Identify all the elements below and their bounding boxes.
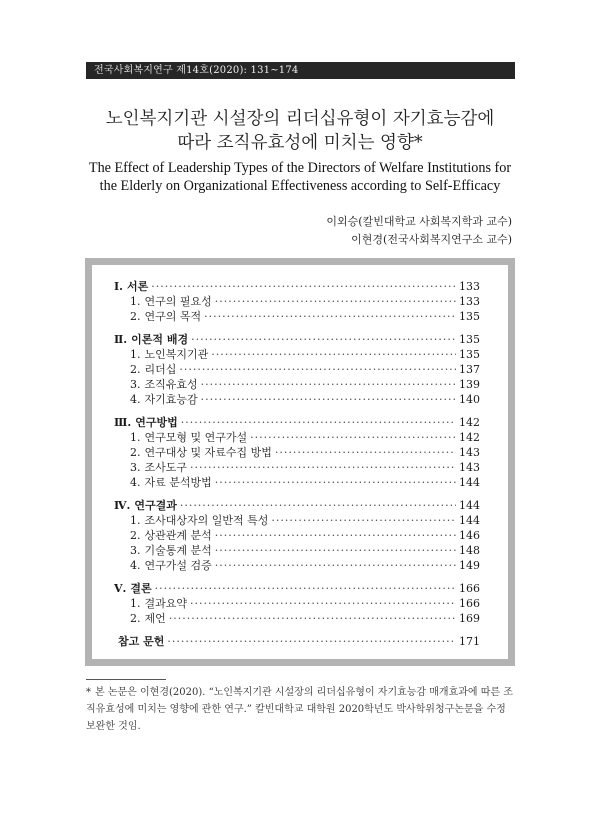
footnote-divider: [86, 679, 166, 680]
korean-title-line-1: 노인복지기관 시설장의 리더십유형이 자기효능감에: [105, 109, 495, 129]
toc-subsection-row: [114, 430, 480, 445]
toc-page-number: 166: [459, 582, 480, 595]
toc-page-number: 143: [459, 461, 480, 474]
korean-title: [60, 107, 540, 155]
toc-number: 4.: [130, 476, 141, 489]
toc-number: 2.: [130, 310, 141, 323]
toc-label: 연구대상 및 자료수집 방법: [144, 446, 272, 459]
toc-leader-dots: [215, 528, 456, 543]
toc-leader-dots: [215, 558, 456, 573]
toc-section: [114, 415, 480, 490]
toc-label: 참고 문헌: [118, 635, 165, 648]
toc-label: 자기효능감: [144, 393, 198, 406]
toc-chapter-row: [114, 415, 480, 430]
toc-number: 4.: [130, 393, 141, 406]
toc-leader-dots: [169, 611, 456, 626]
toc-page-number: 143: [459, 446, 480, 459]
toc-leader-dots: [201, 377, 456, 392]
toc-label: 서론: [126, 280, 149, 293]
toc-subsection-row: [114, 445, 480, 460]
toc-page-number: 149: [459, 559, 480, 572]
toc-leader-dots: [275, 445, 456, 460]
toc-page-number: 171: [459, 635, 480, 648]
toc-label: 조직유효성: [144, 378, 198, 391]
toc-label: 연구결과: [134, 499, 177, 512]
toc-leader-dots: [191, 332, 456, 347]
toc-leader-dots: [211, 347, 456, 362]
toc-chapter-row: [114, 279, 480, 294]
toc-number: Ⅰ.: [114, 280, 123, 293]
toc-subsection-row: [114, 611, 480, 626]
toc-leader-dots: [155, 581, 456, 596]
toc-leader-dots: [179, 362, 456, 377]
toc-number: 2.: [130, 612, 141, 625]
table-of-contents-frame: [85, 258, 515, 666]
toc-label: 결과요약: [144, 597, 188, 610]
toc-page-number: 142: [459, 416, 480, 429]
toc-subsection-row: [114, 460, 480, 475]
toc-leader-dots: [180, 498, 456, 513]
footnote-text: 본 논문은 이현경(2020). “노인복지기관 시설장의 리더십유형이 자기효능감 매개효과에 따른 조직유효성에 미치는 영향에 관한 연구.” 칼빈대학교 대학원 2020학년도 박사학위청구논문을 수정 보완한 것임.: [86, 687, 513, 732]
toc-chapter-row: [114, 498, 480, 513]
toc-page-number: 133: [459, 295, 480, 308]
toc-label: 노인복지기관: [144, 348, 209, 361]
toc-page-number: 166: [459, 597, 480, 610]
toc-section: [114, 332, 480, 407]
toc-number: 4.: [130, 559, 141, 572]
toc-subsection-row: [114, 528, 480, 543]
toc-subsection-row: [114, 543, 480, 558]
toc-number: 3.: [130, 544, 141, 557]
toc-number: 2.: [130, 529, 141, 542]
korean-title-line-2: 따라 조직유효성에 미치는 영향*: [177, 133, 423, 153]
toc-chapter-row: [114, 581, 480, 596]
toc-subsection-row: [114, 309, 480, 324]
toc-section: [114, 634, 480, 649]
toc-leader-dots: [190, 596, 456, 611]
toc-label: 기술통계 분석: [144, 544, 212, 557]
author-2: 이현경(전국사회복지연구소 교수): [351, 233, 512, 246]
toc-number: 2.: [130, 363, 141, 376]
toc-leader-dots: [215, 294, 456, 309]
toc-label: 자료 분석방법: [144, 476, 212, 489]
toc-page-number: 144: [459, 476, 480, 489]
toc-page-number: 137: [459, 363, 480, 376]
author-1: 이외승(칼빈대학교 사회복지학과 교수): [326, 215, 512, 228]
toc-number: Ⅲ.: [114, 416, 132, 429]
toc-number: 1.: [130, 348, 141, 361]
footnote-mark: *: [86, 687, 91, 698]
toc-label: 조사대상자의 일반적 특성: [144, 514, 269, 527]
toc-number: Ⅱ.: [114, 333, 128, 346]
toc-leader-dots: [190, 460, 456, 475]
toc-label: 연구의 필요성: [144, 295, 212, 308]
toc-leader-dots: [201, 392, 456, 407]
toc-subsection-row: [114, 475, 480, 490]
toc-number: 3.: [130, 378, 141, 391]
toc-label: 상관관계 분석: [144, 529, 212, 542]
toc-leader-dots: [204, 309, 456, 324]
toc-section: [114, 498, 480, 573]
toc-number: Ⅴ.: [114, 582, 127, 595]
toc-subsection-row: [114, 294, 480, 309]
toc-number: 3.: [130, 461, 141, 474]
toc-page-number: 140: [459, 393, 480, 406]
toc-subsection-row: [114, 392, 480, 407]
toc-leader-dots: [181, 415, 456, 430]
toc-page-number: 148: [459, 544, 480, 557]
english-title: [60, 159, 540, 195]
toc-page-number: 139: [459, 378, 480, 391]
toc-page-number: 133: [459, 280, 480, 293]
toc-leader-dots: [167, 634, 456, 649]
toc-number: 1.: [130, 514, 141, 527]
toc-number: 1.: [130, 597, 141, 610]
toc-page-number: 144: [459, 499, 480, 512]
toc-label: 리더십: [144, 363, 177, 376]
journal-header: [86, 62, 515, 79]
toc-page-number: 135: [459, 310, 480, 323]
toc-label: 결론: [130, 582, 152, 595]
toc-page-number: 135: [459, 333, 480, 346]
toc-subsection-row: [114, 558, 480, 573]
english-title-line-1: The Effect of Leadership Types of the Directors of Welfare Institutions for: [88, 160, 512, 176]
toc-chapter-row: [114, 634, 480, 649]
toc-label: 조사도구: [144, 461, 188, 474]
toc-subsection-row: [114, 362, 480, 377]
toc-leader-dots: [215, 543, 456, 558]
toc-page-number: 144: [459, 514, 480, 527]
toc-label: 연구모형 및 연구가설: [144, 431, 248, 444]
toc-section: [114, 279, 480, 324]
toc-number: 2.: [130, 446, 141, 459]
toc-chapter-row: [114, 332, 480, 347]
toc-label: 연구의 목적: [144, 310, 202, 323]
table-of-contents: [92, 265, 508, 659]
english-title-line-2: the Elderly on Organizational Effectiveness according to Self-Efficacy: [99, 178, 501, 194]
toc-subsection-row: [114, 377, 480, 392]
toc-section: [114, 581, 480, 626]
toc-label: 연구방법: [135, 416, 178, 429]
toc-number: 1.: [130, 295, 141, 308]
toc-label: 제언: [144, 612, 166, 625]
toc-label: 연구가설 검증: [144, 559, 212, 572]
toc-page-number: 169: [459, 612, 480, 625]
toc-page-number: 135: [459, 348, 480, 361]
toc-label: 이론적 배경: [131, 333, 189, 346]
toc-number: 1.: [130, 431, 141, 444]
toc-subsection-row: [114, 347, 480, 362]
toc-page-number: 146: [459, 529, 480, 542]
toc-subsection-row: [114, 596, 480, 611]
footnote: [86, 684, 516, 735]
toc-leader-dots: [151, 279, 456, 294]
toc-number: Ⅳ.: [114, 499, 131, 512]
journal-citation: 전국사회복지연구 제14호(2020): 131~174: [94, 65, 299, 76]
toc-leader-dots: [215, 475, 456, 490]
toc-page-number: 142: [459, 431, 480, 444]
toc-leader-dots: [250, 430, 456, 445]
toc-subsection-row: [114, 513, 480, 528]
toc-leader-dots: [271, 513, 456, 528]
